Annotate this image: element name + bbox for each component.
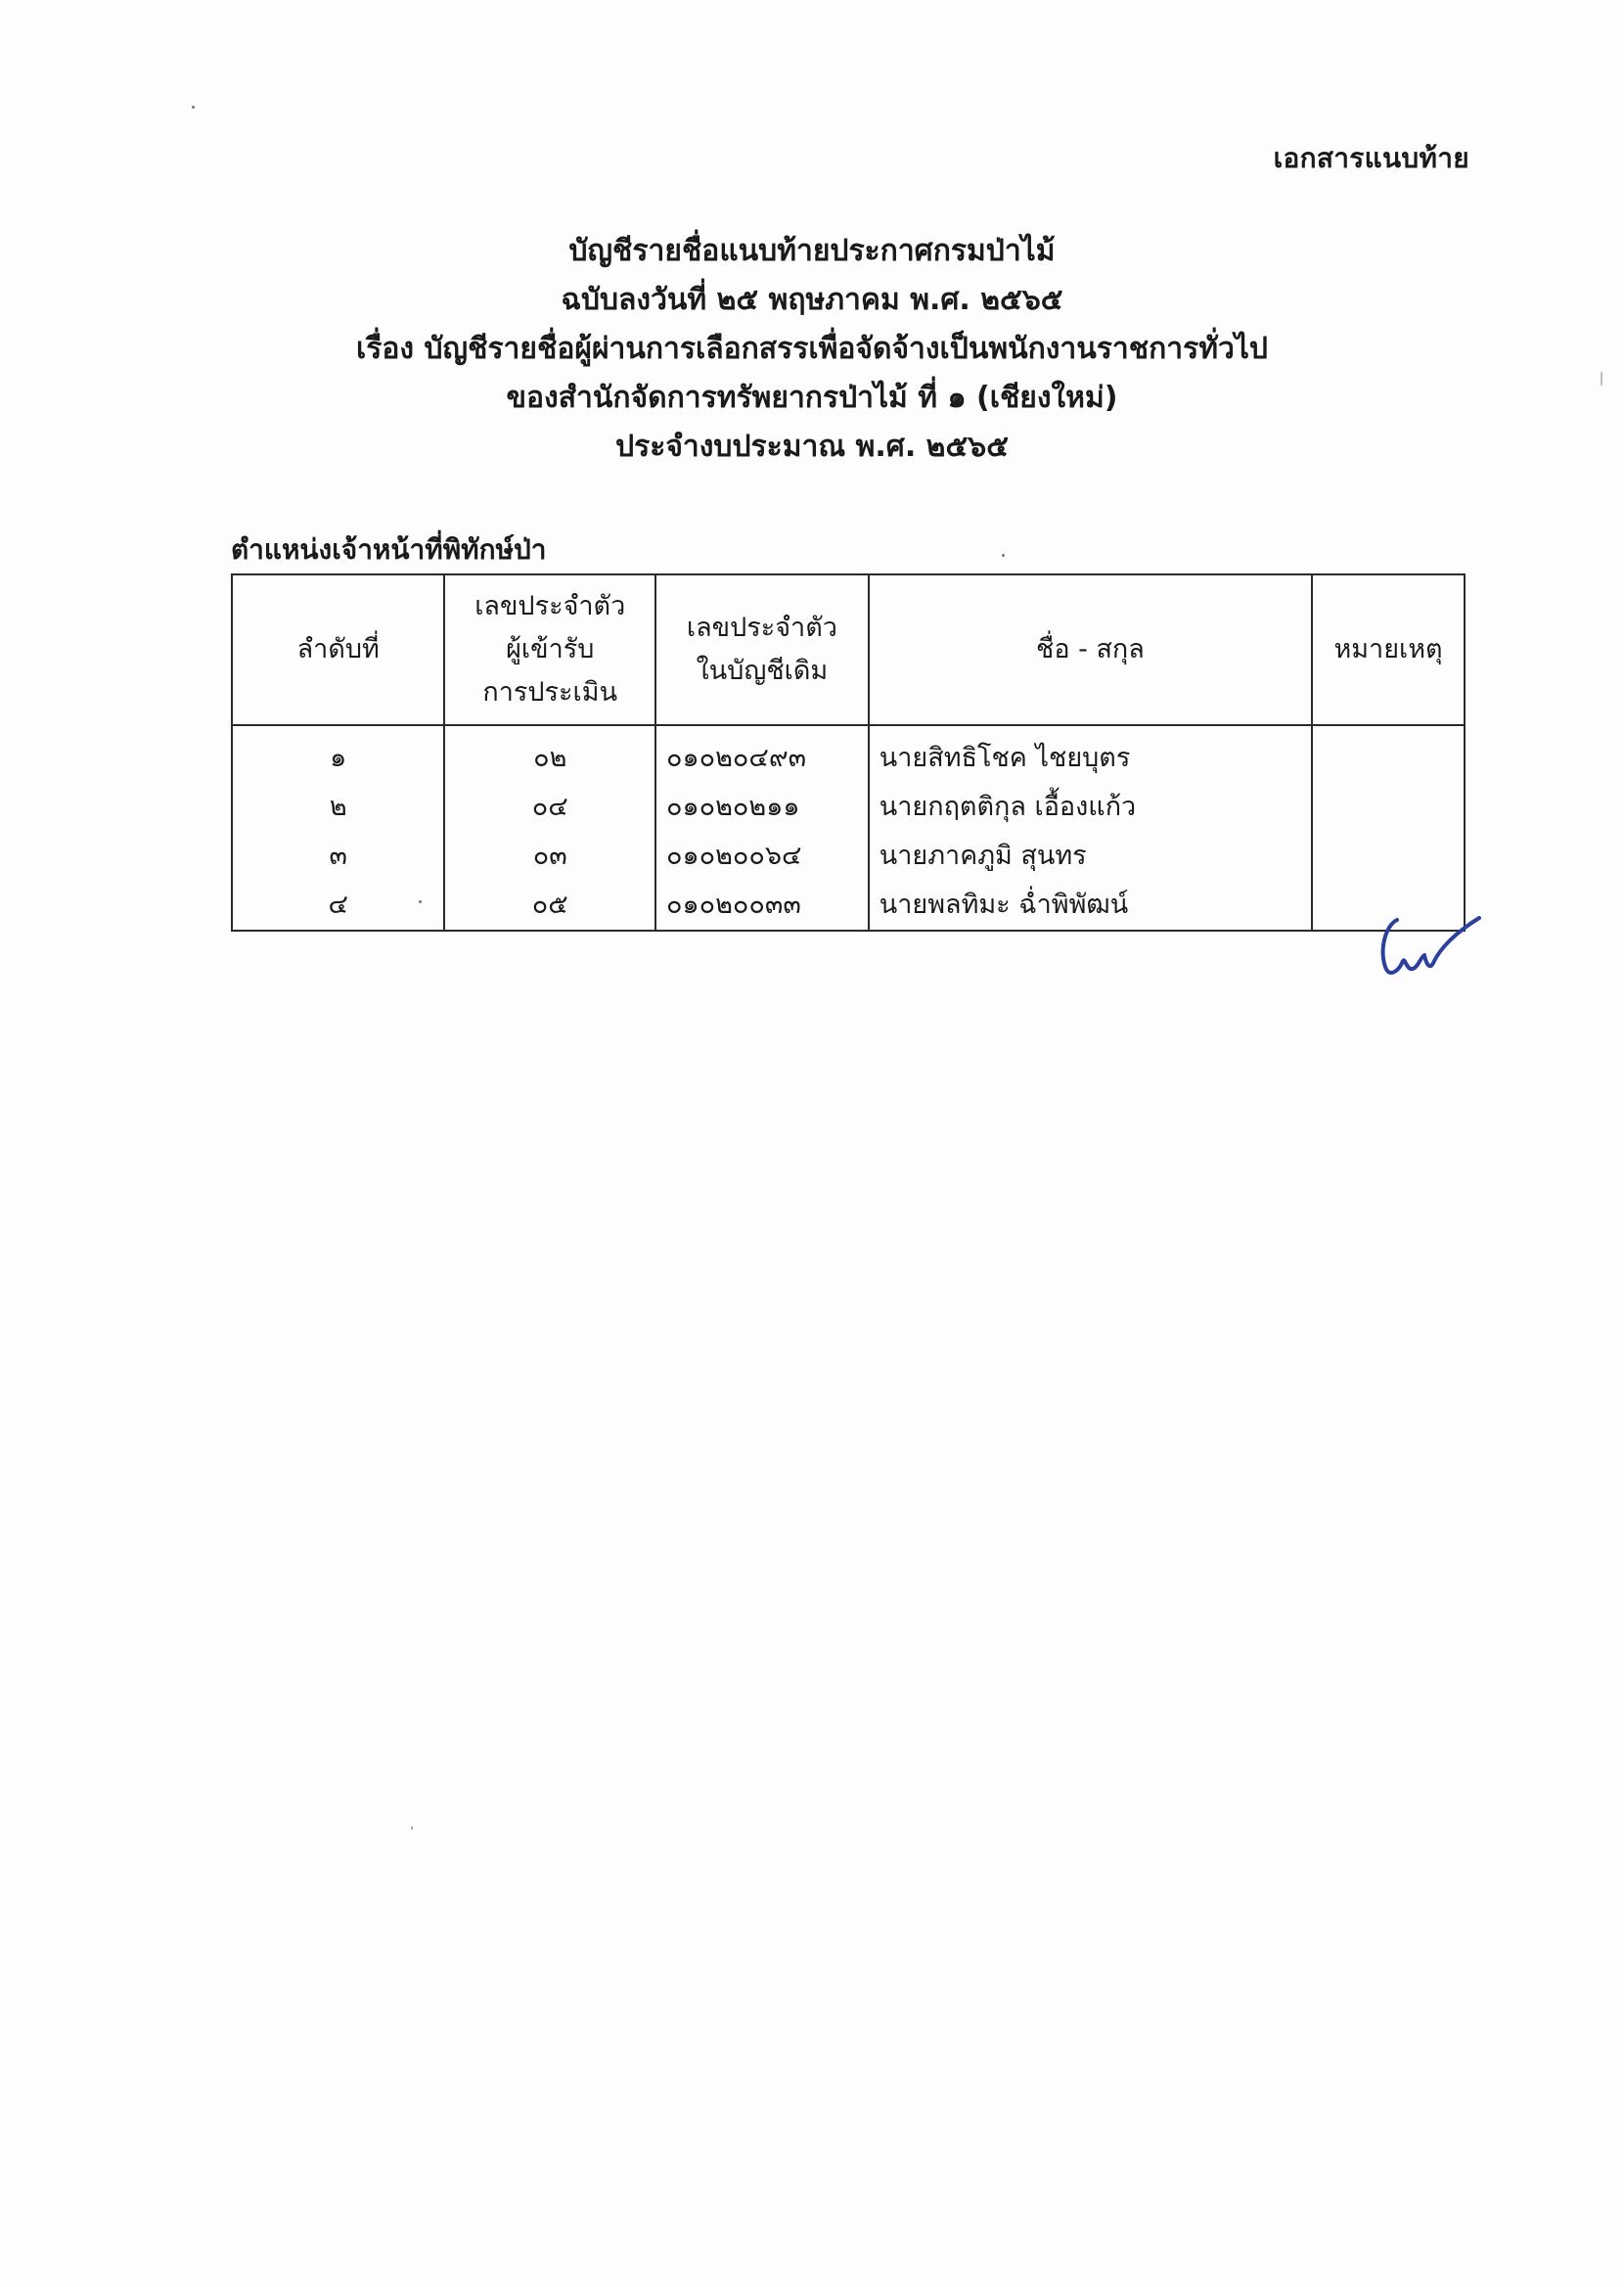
cell-remark	[1312, 832, 1465, 881]
header-order: ลำดับที่	[232, 574, 444, 725]
cell-candidate-id: ๐๕	[444, 881, 655, 931]
table-row	[232, 832, 1465, 881]
table-row	[232, 725, 1465, 783]
cell-original-id: ๐๑๐๒๐๐๓๓	[655, 881, 869, 931]
scan-speck	[192, 106, 195, 109]
header-original-id: เลขประจำตัว ในบัญชีเดิม	[655, 574, 869, 725]
candidate-table	[231, 573, 1466, 932]
attachment-label: เอกสารแนบท้าย	[1273, 142, 1469, 174]
cell-original-id: ๐๑๐๒๐๔๙๓	[655, 725, 869, 783]
cell-original-id: ๐๑๐๒๐๐๖๔	[655, 832, 869, 881]
position-label: ตำแหน่งเจ้าหน้าที่พิทักษ์ป่า	[231, 533, 547, 566]
title-line-1: บัญชีรายชื่อแนบท้ายประกาศกรมป่าไม้	[568, 234, 1056, 268]
document-title	[0, 227, 1624, 472]
table-row	[232, 783, 1465, 832]
title-line-4: ของสำนักจัดการทรัพยากรป่าไม้ ที่ ๑ (เชียงใหม่)	[506, 381, 1118, 415]
cell-order: ๓	[232, 832, 444, 881]
cell-original-id: ๐๑๐๒๐๒๑๑	[655, 783, 869, 832]
cell-candidate-id: ๐๒	[444, 725, 655, 783]
cell-remark	[1312, 725, 1465, 783]
cell-name: นายภาคภูมิ สุนทร	[869, 832, 1312, 881]
table-header-row	[232, 574, 1465, 725]
cell-candidate-id: ๐๓	[444, 832, 655, 881]
cell-name: นายพลทิมะ ฉ่ำพิพัฒน์	[869, 881, 1312, 931]
cell-name: นายกฤตติกุล เอื้องแก้ว	[869, 783, 1312, 832]
scan-speck	[1002, 554, 1005, 557]
cell-order: ๔	[232, 881, 444, 931]
header-candidate-id: เลขประจำตัว ผู้เข้ารับ การประเมิน	[444, 574, 655, 725]
cell-order: ๑	[232, 725, 444, 783]
scan-speck	[419, 900, 422, 903]
header-remark: หมายเหตุ	[1312, 574, 1465, 725]
title-line-2: ฉบับลงวันที่ ๒๕ พฤษภาคม พ.ศ. ๒๕๖๕	[561, 283, 1063, 317]
title-line-5: ประจำงบประมาณ พ.ศ. ๒๕๖๕	[615, 430, 1009, 464]
cell-name: นายสิทธิโชค ไชยบุตร	[869, 725, 1312, 783]
cell-order: ๒	[232, 783, 444, 832]
handwritten-initials-icon	[1377, 900, 1485, 988]
scan-speck	[1601, 372, 1602, 386]
scan-speck	[411, 1826, 413, 1830]
table-row	[232, 881, 1465, 931]
header-name: ชื่อ - สกุล	[869, 574, 1312, 725]
cell-remark	[1312, 783, 1465, 832]
title-line-3: เรื่อง บัญชีรายชื่อผู้ผ่านการเลือกสรรเพื่อจัดจ้างเป็นพนักงานราชการทั่วไป	[356, 332, 1268, 366]
signature-stroke	[1383, 918, 1479, 973]
cell-candidate-id: ๐๔	[444, 783, 655, 832]
